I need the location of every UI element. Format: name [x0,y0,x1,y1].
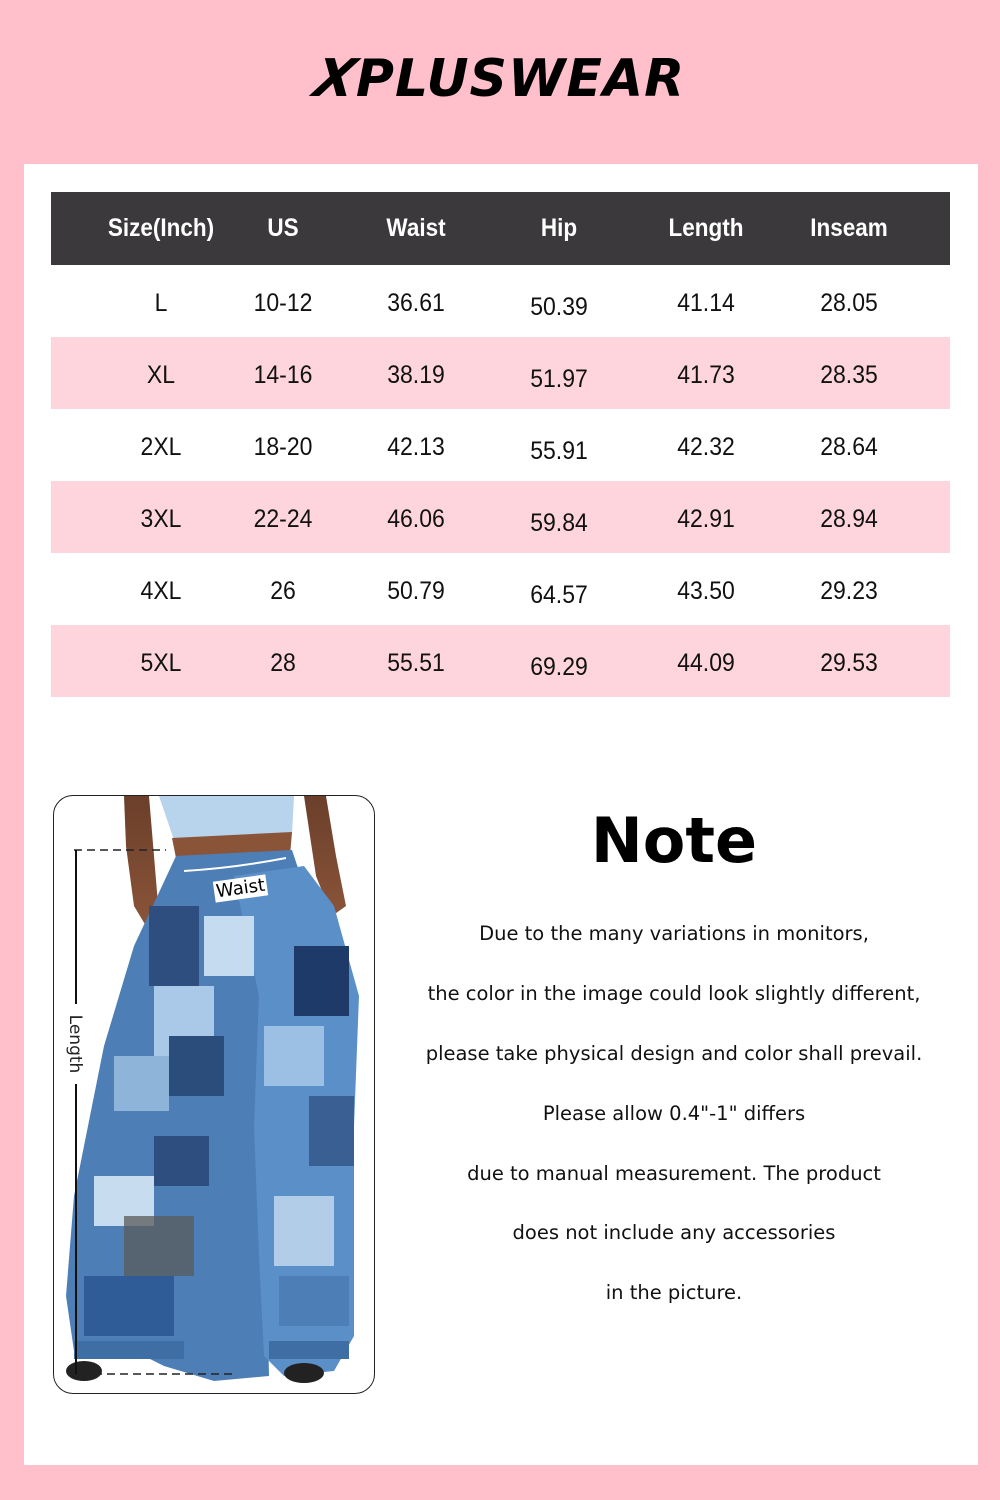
cell-inseam: 29.53 [820,649,878,677]
cell-size: XL [146,361,176,389]
cell-inseam: 28.94 [820,505,878,533]
table-row [51,265,950,337]
length-label: Length [65,1014,85,1074]
product-image [53,795,375,1394]
cell-us: 22-24 [253,505,313,533]
note-line: Due to the many variations in monitors, [479,922,869,945]
cell-waist: 46.06 [387,505,445,533]
cell-us: 28 [270,649,296,677]
header-hip: Hip [540,214,578,242]
table-row [51,337,950,409]
cell-us: 10-12 [253,289,313,317]
cell-inseam: 28.05 [820,289,878,317]
cell-waist: 36.61 [387,289,445,317]
cell-length: 41.73 [677,361,735,389]
note-line: in the picture. [605,1281,743,1304]
note-line: does not include any accessories [512,1221,836,1244]
cell-size: 3XL [140,505,182,533]
header-length: Length [668,214,744,242]
cell-waist: 55.51 [387,649,445,677]
cell-size: 4XL [140,577,182,605]
cell-inseam: 28.35 [820,361,878,389]
cell-hip: 69.29 [530,653,588,681]
table-row [51,553,950,625]
cell-length: 41.14 [677,289,735,317]
table-row [51,481,950,553]
cell-hip: 51.97 [530,365,588,393]
header-inseam: Inseam [810,214,888,242]
note-line: Please allow 0.4"-1" differs [542,1102,806,1125]
table-header [51,192,950,265]
cell-us: 18-20 [253,433,313,461]
header-waist: Waist [386,214,446,242]
note-line: please take physical design and color shall prevail. [425,1042,923,1065]
cell-length: 44.09 [677,649,735,677]
logo-mark: X [308,49,363,109]
note-title: Note [590,804,758,877]
cell-hip: 50.39 [530,293,588,321]
cell-length: 42.32 [677,433,735,461]
cell-inseam: 28.64 [820,433,878,461]
cell-size: 5XL [140,649,182,677]
header-us: US [267,214,299,242]
note-line: the color in the image could look slightly different, [427,982,921,1005]
cell-size: 2XL [140,433,182,461]
cell-hip: 55.91 [530,437,588,465]
cell-inseam: 29.23 [820,577,878,605]
cell-hip: 64.57 [530,581,588,609]
cell-waist: 42.13 [387,433,445,461]
header-size: Size(Inch) [107,214,215,242]
note-line: due to manual measurement. The product [467,1162,881,1185]
size-chart-table [51,192,950,697]
logo-wordmark: PLUSWEAR [355,49,686,109]
cell-length: 42.91 [677,505,735,533]
cell-length: 43.50 [677,577,735,605]
cell-waist: 38.19 [387,361,445,389]
cell-hip: 59.84 [530,509,588,537]
table-row [51,409,950,481]
table-row [51,625,950,697]
content-panel [24,164,978,1465]
cell-waist: 50.79 [387,577,445,605]
brand-logo [0,44,1000,114]
cell-us: 26 [270,577,296,605]
cell-size: L [154,289,168,317]
waist-label: Waist [214,874,267,903]
cell-us: 14-16 [253,361,313,389]
